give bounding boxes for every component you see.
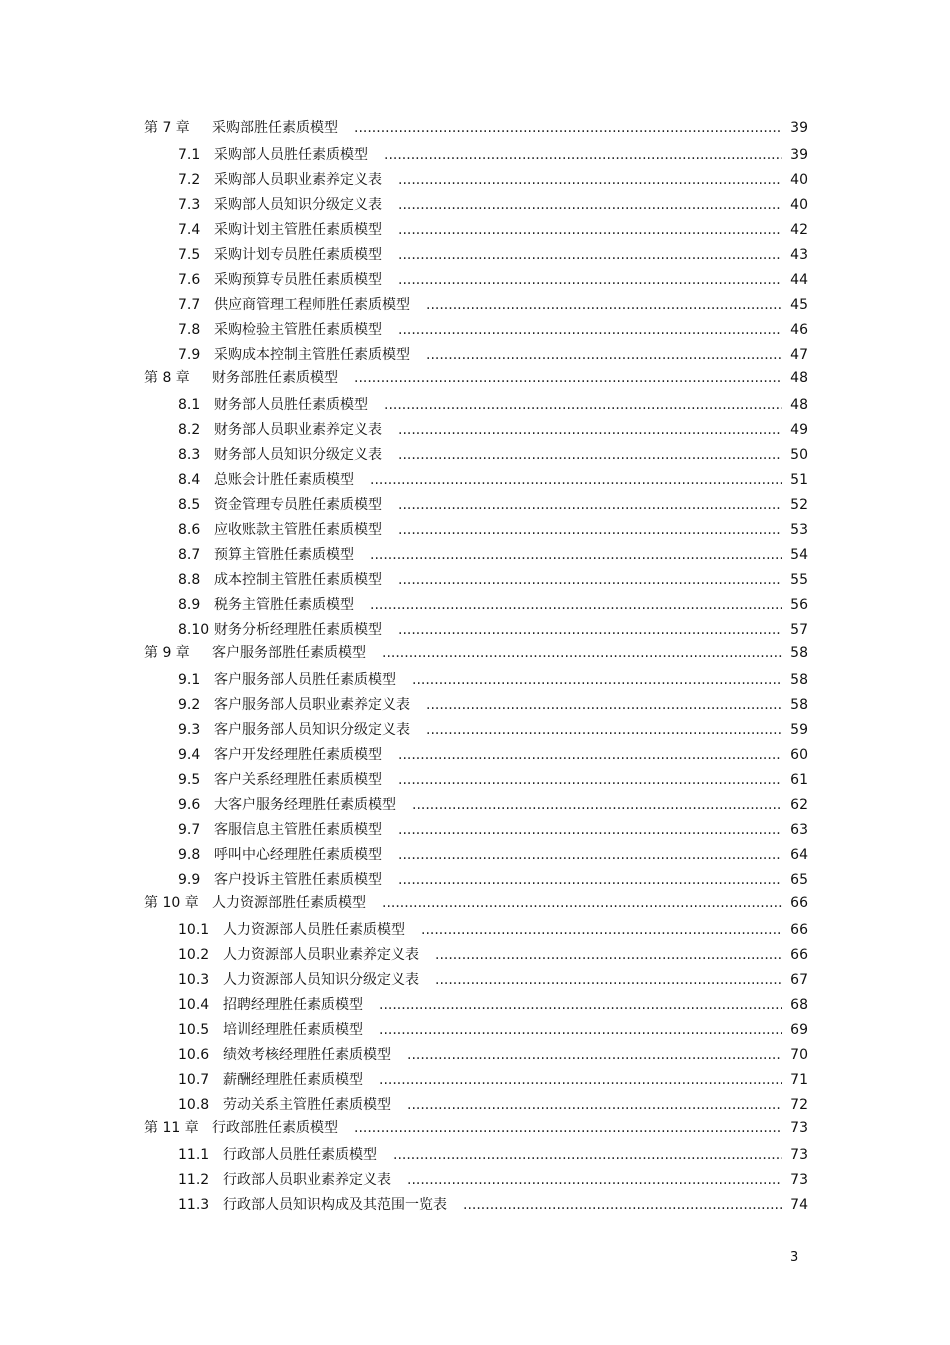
toc-section-entry[interactable]: [0, 668, 950, 692]
toc-section-entry[interactable]: [0, 318, 950, 342]
toc-entry-number: 8.2: [178, 422, 201, 438]
toc-entry-page: 59: [790, 722, 808, 738]
toc-entry-title: 招聘经理胜任素质模型: [223, 997, 363, 1013]
toc-section-entry[interactable]: [0, 443, 950, 467]
toc-entry-title: 采购预算专员胜任素质模型: [214, 272, 382, 288]
toc-entry-title: 采购部人员胜任素质模型: [214, 147, 368, 163]
toc-entry-title: 总账会计胜任素质模型: [214, 472, 354, 488]
toc-leader-dots: [435, 943, 782, 967]
toc-entry-number: 7.6: [178, 272, 201, 288]
toc-entry-number: 8.10: [178, 622, 210, 638]
toc-leader-dots: [407, 1043, 782, 1067]
toc-entry-number: 7.4: [178, 222, 201, 238]
toc-leader-dots: [370, 468, 782, 492]
toc-entry-page: 64: [790, 847, 808, 863]
toc-entry-page: 58: [790, 672, 808, 688]
toc-entry-title: 人力资源部人员胜任素质模型: [223, 922, 405, 938]
toc-entry-page: 71: [790, 1072, 808, 1088]
toc-entry-number: 8.1: [178, 397, 201, 413]
toc-entry-page: 65: [790, 872, 808, 888]
toc-entry-page: 69: [790, 1022, 808, 1038]
toc-entry-title: 财务部人员知识分级定义表: [214, 447, 382, 463]
toc-entry-title: 绩效考核经理胜任素质模型: [223, 1047, 391, 1063]
toc-entry-page: 49: [790, 422, 808, 438]
toc-entry-number: 7.8: [178, 322, 201, 338]
toc-entry-title: 预算主管胜任素质模型: [214, 547, 354, 563]
toc-entry-number: 10.7: [178, 1072, 210, 1088]
toc-entry-page: 70: [790, 1047, 808, 1063]
toc-section-entry[interactable]: [0, 343, 950, 367]
toc-entry-title: 行政部人员知识构成及其范围一览表: [223, 1197, 447, 1213]
toc-leader-dots: [407, 1168, 782, 1192]
toc-leader-dots: [370, 543, 782, 567]
toc-section-entry[interactable]: [0, 943, 950, 967]
toc-section-entry[interactable]: [0, 1018, 950, 1042]
toc-entry-page: 55: [790, 572, 808, 588]
toc-chapter-entry[interactable]: [0, 641, 950, 665]
toc-chapter-entry[interactable]: [0, 891, 950, 915]
toc-section-entry[interactable]: [0, 293, 950, 317]
toc-section-entry[interactable]: [0, 843, 950, 867]
toc-section-entry[interactable]: [0, 593, 950, 617]
toc-entry-title: 薪酬经理胜任素质模型: [223, 1072, 363, 1088]
toc-entry-title: 人力资源部人员职业素养定义表: [223, 947, 419, 963]
toc-leader-dots: [354, 116, 782, 140]
toc-entry-number: 9.4: [178, 747, 201, 763]
toc-section-entry[interactable]: [0, 468, 950, 492]
toc-leader-dots: [412, 668, 782, 692]
toc-leader-dots: [398, 243, 782, 267]
toc-entry-title: 采购检验主管胜任素质模型: [214, 322, 382, 338]
toc-section-entry[interactable]: [0, 243, 950, 267]
toc-section-entry[interactable]: [0, 618, 950, 642]
toc-section-entry[interactable]: [0, 1143, 950, 1167]
toc-entry-title: 行政部人员职业素养定义表: [223, 1172, 391, 1188]
toc-leader-dots: [426, 693, 782, 717]
toc-section-entry[interactable]: [0, 743, 950, 767]
toc-section-entry[interactable]: [0, 993, 950, 1017]
toc-entry-number: 9.3: [178, 722, 201, 738]
toc-entry-number: 10.3: [178, 972, 210, 988]
toc-entry-number: 8.3: [178, 447, 201, 463]
toc-entry-page: 60: [790, 747, 808, 763]
toc-leader-dots: [354, 366, 782, 390]
toc-section-entry[interactable]: [0, 493, 950, 517]
toc-entry-number: 7.5: [178, 247, 201, 263]
toc-entry-title: 客服信息主管胜任素质模型: [214, 822, 382, 838]
toc-entry-page: 45: [790, 297, 808, 313]
toc-entry-number: 9.1: [178, 672, 201, 688]
toc-entry-page: 47: [790, 347, 808, 363]
toc-leader-dots: [421, 918, 782, 942]
toc-entry-page: 40: [790, 172, 808, 188]
toc-entry-page: 66: [790, 947, 808, 963]
toc-section-entry[interactable]: [0, 418, 950, 442]
toc-entry-number: 8.7: [178, 547, 201, 563]
toc-entry-page: 39: [790, 147, 808, 163]
toc-entry-title: 客户关系经理胜任素质模型: [214, 772, 382, 788]
toc-entry-page: 67: [790, 972, 808, 988]
toc-section-entry[interactable]: [0, 793, 950, 817]
toc-leader-dots: [384, 393, 782, 417]
toc-entry-page: 51: [790, 472, 808, 488]
toc-entry-page: 58: [790, 697, 808, 713]
toc-entry-number: 10.2: [178, 947, 210, 963]
toc-entry-page: 72: [790, 1097, 808, 1113]
toc-leader-dots: [354, 1116, 782, 1140]
toc-entry-number: 11.3: [178, 1197, 210, 1213]
toc-entry-page: 73: [790, 1147, 808, 1163]
toc-leader-dots: [379, 1068, 782, 1092]
toc-entry-title: 资金管理专员胜任素质模型: [214, 497, 382, 513]
toc-entry-title: 税务主管胜任素质模型: [214, 597, 354, 613]
toc-chapter-entry[interactable]: [0, 1116, 950, 1140]
toc-entry-number: 11.1: [178, 1147, 210, 1163]
toc-entry-number: 10.1: [178, 922, 210, 938]
toc-section-entry[interactable]: [0, 1068, 950, 1092]
toc-section-entry[interactable]: [0, 968, 950, 992]
toc-section-entry[interactable]: [0, 168, 950, 192]
toc-entry-page: 48: [790, 370, 808, 386]
toc-entry-page: 53: [790, 522, 808, 538]
toc-entry-page: 52: [790, 497, 808, 513]
toc-section-entry[interactable]: [0, 193, 950, 217]
toc-section-entry[interactable]: [0, 568, 950, 592]
toc-entry-title: 客户服务部人员胜任素质模型: [214, 672, 396, 688]
toc-entry-title: 客户投诉主管胜任素质模型: [214, 872, 382, 888]
toc-entry-number: 7.3: [178, 197, 201, 213]
toc-section-entry[interactable]: [0, 218, 950, 242]
toc-entry-number: 9.2: [178, 697, 201, 713]
toc-leader-dots: [398, 168, 782, 192]
toc-entry-number: 8.9: [178, 597, 201, 613]
toc-entry-number: 9.7: [178, 822, 201, 838]
toc-leader-dots: [398, 318, 782, 342]
toc-entry-page: 44: [790, 272, 808, 288]
toc-entry-number: 10.8: [178, 1097, 210, 1113]
toc-entry-title: 客户服务部人员职业素养定义表: [214, 697, 410, 713]
toc-section-entry[interactable]: [0, 1193, 950, 1217]
toc-leader-dots: [435, 968, 782, 992]
toc-entry-title: 财务分析经理胜任素质模型: [214, 622, 382, 638]
toc-entry-page: 66: [790, 922, 808, 938]
toc-leader-dots: [382, 891, 782, 915]
toc-section-entry[interactable]: [0, 718, 950, 742]
toc-leader-dots: [382, 641, 782, 665]
toc-entry-page: 40: [790, 197, 808, 213]
toc-leader-dots: [398, 768, 782, 792]
toc-entry-number: 7.9: [178, 347, 201, 363]
toc-leader-dots: [398, 818, 782, 842]
toc-entry-title: 采购成本控制主管胜任素质模型: [214, 347, 410, 363]
toc-leader-dots: [398, 743, 782, 767]
toc-section-entry[interactable]: [0, 1168, 950, 1192]
toc-entry-title: 呼叫中心经理胜任素质模型: [214, 847, 382, 863]
toc-entry-number: 10.6: [178, 1047, 210, 1063]
toc-entry-page: 42: [790, 222, 808, 238]
toc-entry-title: 大客户服务经理胜任素质模型: [214, 797, 396, 813]
toc-leader-dots: [398, 568, 782, 592]
toc-entry-page: 43: [790, 247, 808, 263]
toc-leader-dots: [398, 868, 782, 892]
toc-entry-number: 8.4: [178, 472, 201, 488]
toc-leader-dots: [398, 268, 782, 292]
toc-section-entry[interactable]: [0, 768, 950, 792]
toc-entry-page: 73: [790, 1172, 808, 1188]
toc-section-entry[interactable]: [0, 143, 950, 167]
toc-entry-title: 人力资源部胜任素质模型: [212, 895, 366, 911]
toc-leader-dots: [379, 993, 782, 1017]
toc-entry-page: 74: [790, 1197, 808, 1213]
toc-entry-number: 7.7: [178, 297, 201, 313]
toc-leader-dots: [370, 593, 782, 617]
toc-entry-page: 46: [790, 322, 808, 338]
toc-entry-page: 68: [790, 997, 808, 1013]
toc-entry-page: 50: [790, 447, 808, 463]
toc-entry-number: 7.2: [178, 172, 201, 188]
toc-leader-dots: [407, 1093, 782, 1117]
toc-leader-dots: [426, 718, 782, 742]
toc-entry-title: 采购计划专员胜任素质模型: [214, 247, 382, 263]
toc-section-entry[interactable]: [0, 518, 950, 542]
toc-leader-dots: [379, 1018, 782, 1042]
toc-section-entry[interactable]: [0, 393, 950, 417]
toc-leader-dots: [398, 218, 782, 242]
toc-section-entry[interactable]: [0, 1043, 950, 1067]
toc-entry-title: 采购部人员职业素养定义表: [214, 172, 382, 188]
toc-entry-title: 行政部人员胜任素质模型: [223, 1147, 377, 1163]
toc-entry-number: 9.9: [178, 872, 201, 888]
toc-entry-number: 10.4: [178, 997, 210, 1013]
toc-section-entry[interactable]: [0, 868, 950, 892]
toc-entry-title: 客户服务部人员知识分级定义表: [214, 722, 410, 738]
toc-entry-page: 62: [790, 797, 808, 813]
toc-section-entry[interactable]: [0, 693, 950, 717]
toc-entry-number: 8.8: [178, 572, 201, 588]
toc-entry-number: 9.6: [178, 797, 201, 813]
toc-entry-title: 应收账款主管胜任素质模型: [214, 522, 382, 538]
toc-entry-number: 第 9 章: [144, 645, 190, 661]
toc-entry-page: 61: [790, 772, 808, 788]
toc-entry-title: 人力资源部人员知识分级定义表: [223, 972, 419, 988]
toc-chapter-entry[interactable]: [0, 366, 950, 390]
toc-entry-number: 8.5: [178, 497, 201, 513]
toc-entry-title: 成本控制主管胜任素质模型: [214, 572, 382, 588]
toc-entry-page: 56: [790, 597, 808, 613]
toc-leader-dots: [398, 518, 782, 542]
toc-entry-number: 9.5: [178, 772, 201, 788]
toc-entry-title: 财务部人员职业素养定义表: [214, 422, 382, 438]
toc-section-entry[interactable]: [0, 818, 950, 842]
toc-leader-dots: [463, 1193, 782, 1217]
toc-entry-number: 第 8 章: [144, 370, 190, 386]
toc-leader-dots: [398, 493, 782, 517]
toc-entry-title: 采购部人员知识分级定义表: [214, 197, 382, 213]
toc-entry-title: 财务部人员胜任素质模型: [214, 397, 368, 413]
toc-entry-number: 7.1: [178, 147, 201, 163]
toc-leader-dots: [398, 843, 782, 867]
toc-entry-number: 10.5: [178, 1022, 210, 1038]
toc-leader-dots: [398, 618, 782, 642]
toc-entry-title: 采购计划主管胜任素质模型: [214, 222, 382, 238]
toc-entry-page: 54: [790, 547, 808, 563]
toc-leader-dots: [398, 418, 782, 442]
page-number: 3: [790, 1250, 799, 1265]
toc-leader-dots: [398, 443, 782, 467]
toc-section-entry[interactable]: [0, 1093, 950, 1117]
toc-leader-dots: [384, 143, 782, 167]
toc-section-entry[interactable]: [0, 543, 950, 567]
toc-entry-title: 客户开发经理胜任素质模型: [214, 747, 382, 763]
toc-chapter-entry[interactable]: [0, 116, 950, 140]
toc-entry-number: 第 10 章: [144, 895, 199, 911]
toc-entry-title: 客户服务部胜任素质模型: [212, 645, 366, 661]
toc-entry-page: 58: [790, 645, 808, 661]
toc-leader-dots: [426, 293, 782, 317]
toc-entry-title: 行政部胜任素质模型: [212, 1120, 338, 1136]
toc-entry-page: 73: [790, 1120, 808, 1136]
toc-entry-page: 39: [790, 120, 808, 136]
toc-entry-number: 第 11 章: [144, 1120, 199, 1136]
toc-leader-dots: [426, 343, 782, 367]
toc-section-entry[interactable]: [0, 918, 950, 942]
toc-leader-dots: [393, 1143, 782, 1167]
toc-entry-number: 8.6: [178, 522, 201, 538]
toc-entry-title: 劳动关系主管胜任素质模型: [223, 1097, 391, 1113]
toc-entry-title: 供应商管理工程师胜任素质模型: [214, 297, 410, 313]
toc-entry-title: 财务部胜任素质模型: [212, 370, 338, 386]
toc-entry-page: 66: [790, 895, 808, 911]
toc-leader-dots: [398, 193, 782, 217]
toc-entry-title: 采购部胜任素质模型: [212, 120, 338, 136]
toc-entry-number: 第 7 章: [144, 120, 190, 136]
toc-entry-page: 48: [790, 397, 808, 413]
toc-entry-page: 57: [790, 622, 808, 638]
toc-entry-number: 11.2: [178, 1172, 210, 1188]
toc-entry-page: 63: [790, 822, 808, 838]
toc-entry-title: 培训经理胜任素质模型: [223, 1022, 363, 1038]
toc-leader-dots: [412, 793, 782, 817]
toc-entry-number: 9.8: [178, 847, 201, 863]
toc-section-entry[interactable]: [0, 268, 950, 292]
